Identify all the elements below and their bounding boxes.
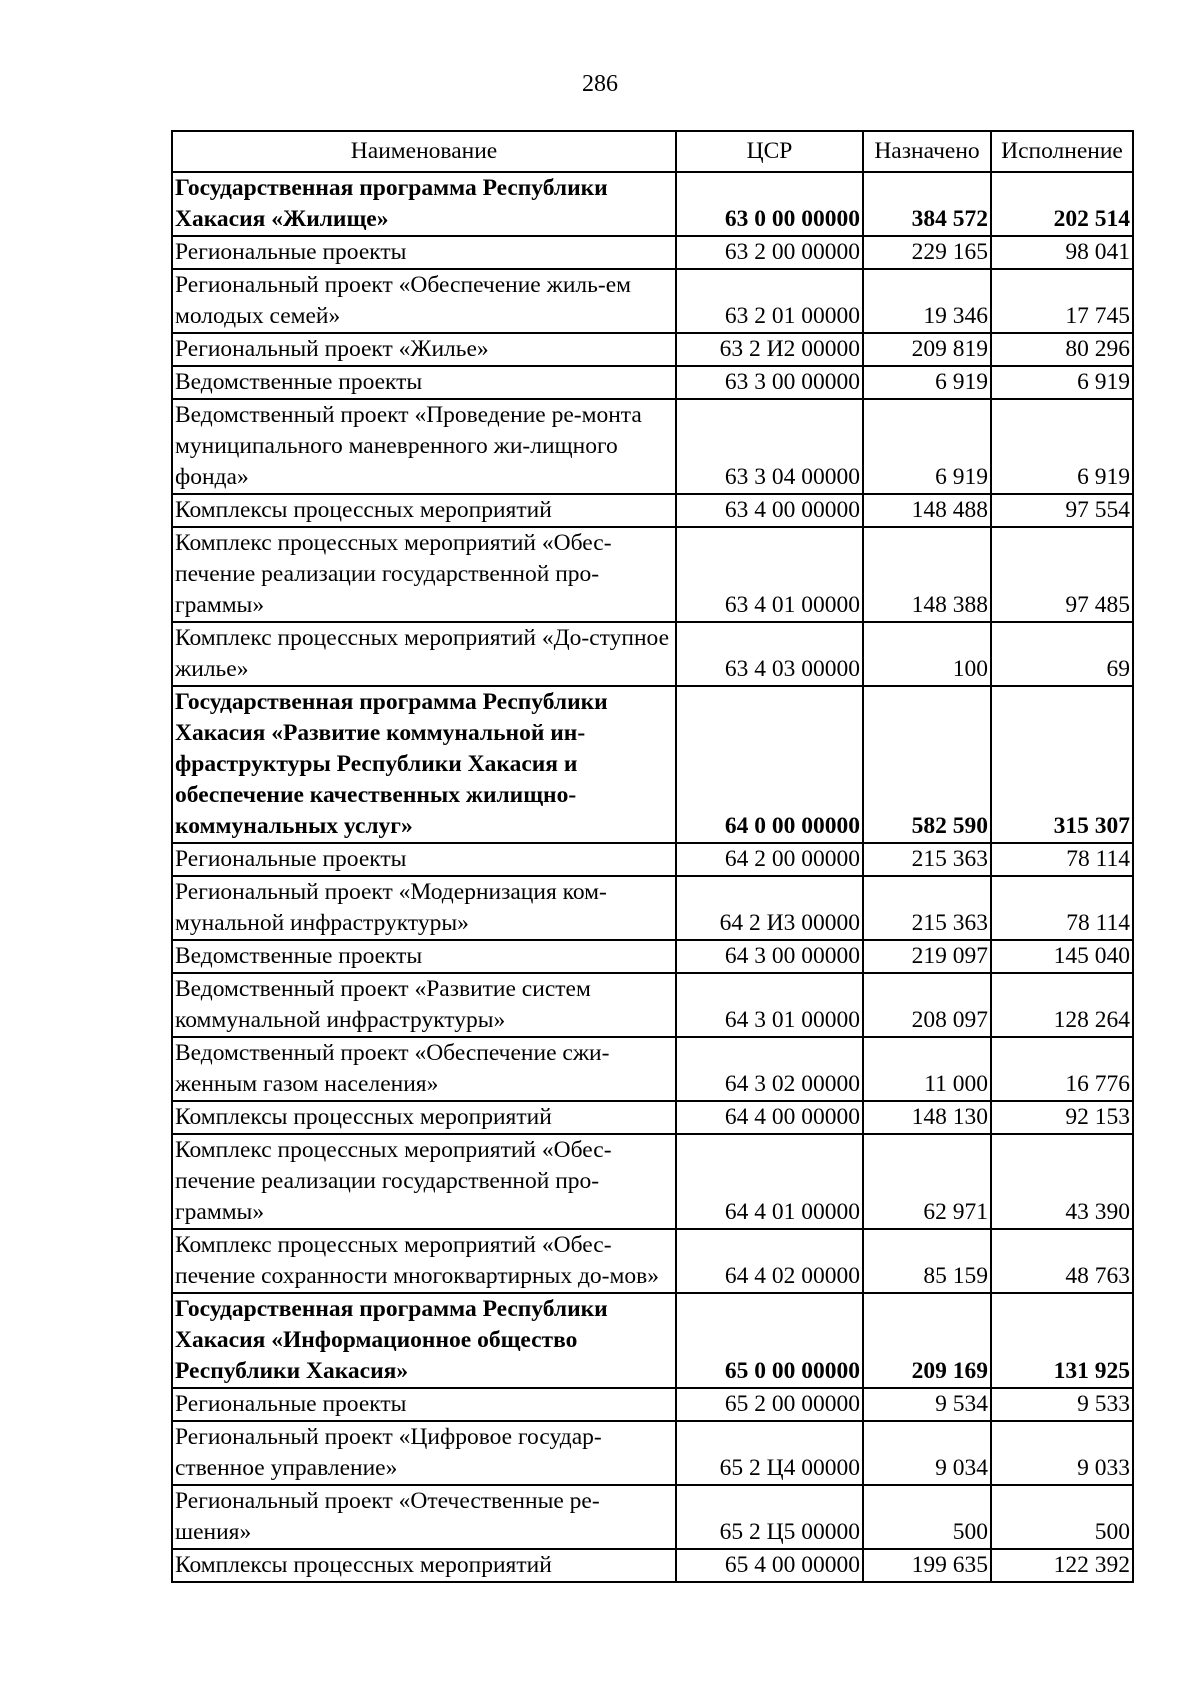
row-name-cell: Региональный проект «Модернизация ком-мунальной инфраструктуры» [172, 876, 676, 940]
row-csr-cell: 63 2 01 00000 [676, 269, 863, 333]
row-executed-cell: 97 554 [991, 494, 1133, 527]
row-planned-cell: 208 097 [863, 973, 991, 1037]
row-csr-cell: 64 3 01 00000 [676, 973, 863, 1037]
row-csr-cell: 64 3 00 00000 [676, 940, 863, 973]
row-csr-cell: 64 2 И3 00000 [676, 876, 863, 940]
table-row [172, 686, 1133, 843]
row-executed-cell: 98 041 [991, 236, 1133, 269]
table-row [172, 973, 1133, 1037]
row-planned-cell: 100 [863, 622, 991, 686]
row-csr-cell: 65 0 00 00000 [676, 1293, 863, 1388]
row-planned-cell: 148 130 [863, 1101, 991, 1134]
table-row [172, 527, 1133, 622]
row-planned-cell: 500 [863, 1485, 991, 1549]
row-name-cell: Государственная программа Республики Хакасия «Жилище» [172, 172, 676, 236]
row-csr-cell: 65 4 00 00000 [676, 1549, 863, 1582]
table-row [172, 876, 1133, 940]
row-csr-cell: 63 4 00 00000 [676, 494, 863, 527]
header-name: Наименование [172, 131, 676, 172]
row-executed-cell: 202 514 [991, 172, 1133, 236]
row-name-cell: Комплексы процессных мероприятий [172, 1549, 676, 1582]
row-executed-cell: 78 114 [991, 876, 1133, 940]
row-planned-cell: 148 488 [863, 494, 991, 527]
row-name-cell: Комплексы процессных мероприятий [172, 494, 676, 527]
row-name-cell: Государственная программа Республики Хакасия «Развитие коммунальной ин-фраструктуры Республики Хакасия и обеспечение качественных жилищно-коммунальных услуг» [172, 686, 676, 843]
row-executed-cell: 48 763 [991, 1229, 1133, 1293]
row-name-cell: Комплексы процессных мероприятий [172, 1101, 676, 1134]
table-row [172, 843, 1133, 876]
row-name-cell: Региональный проект «Жилье» [172, 333, 676, 366]
table-row [172, 1388, 1133, 1421]
row-executed-cell: 9 033 [991, 1421, 1133, 1485]
row-planned-cell: 384 572 [863, 172, 991, 236]
page-number: 286 [582, 71, 618, 97]
table-row [172, 269, 1133, 333]
table-row [172, 1134, 1133, 1229]
row-csr-cell: 63 3 00 00000 [676, 366, 863, 399]
row-name-cell: Комплекс процессных мероприятий «Обес-печение реализации государственной про-граммы» [172, 1134, 676, 1229]
table-row [172, 1421, 1133, 1485]
row-planned-cell: 6 919 [863, 399, 991, 494]
row-executed-cell: 17 745 [991, 269, 1133, 333]
row-name-cell: Комплекс процессных мероприятий «До-ступное жилье» [172, 622, 676, 686]
row-planned-cell: 62 971 [863, 1134, 991, 1229]
row-planned-cell: 85 159 [863, 1229, 991, 1293]
table-row [172, 172, 1133, 236]
row-csr-cell: 64 0 00 00000 [676, 686, 863, 843]
table-row [172, 1229, 1133, 1293]
row-planned-cell: 582 590 [863, 686, 991, 843]
table-row [172, 1101, 1133, 1134]
row-csr-cell: 65 2 00 00000 [676, 1388, 863, 1421]
row-csr-cell: 63 2 И2 00000 [676, 333, 863, 366]
row-executed-cell: 131 925 [991, 1293, 1133, 1388]
row-executed-cell: 92 153 [991, 1101, 1133, 1134]
table-row [172, 1549, 1133, 1582]
row-executed-cell: 145 040 [991, 940, 1133, 973]
table-row [172, 1485, 1133, 1549]
row-planned-cell: 209 169 [863, 1293, 991, 1388]
row-planned-cell: 215 363 [863, 843, 991, 876]
table-row [172, 236, 1133, 269]
row-name-cell: Региональный проект «Отечественные ре-шения» [172, 1485, 676, 1549]
row-csr-cell: 63 3 04 00000 [676, 399, 863, 494]
row-csr-cell: 63 2 00 00000 [676, 236, 863, 269]
row-executed-cell: 9 533 [991, 1388, 1133, 1421]
row-name-cell: Региональные проекты [172, 236, 676, 269]
table-row [172, 366, 1133, 399]
header-csr: ЦСР [676, 131, 863, 172]
row-name-cell: Региональные проекты [172, 843, 676, 876]
row-csr-cell: 65 2 Ц5 00000 [676, 1485, 863, 1549]
row-csr-cell: 65 2 Ц4 00000 [676, 1421, 863, 1485]
table-row [172, 622, 1133, 686]
row-csr-cell: 63 0 00 00000 [676, 172, 863, 236]
table-row [172, 333, 1133, 366]
row-planned-cell: 148 388 [863, 527, 991, 622]
row-planned-cell: 6 919 [863, 366, 991, 399]
row-executed-cell: 69 [991, 622, 1133, 686]
row-planned-cell: 229 165 [863, 236, 991, 269]
row-csr-cell: 63 4 01 00000 [676, 527, 863, 622]
row-name-cell: Региональный проект «Цифровое государ-ственное управление» [172, 1421, 676, 1485]
table-row [172, 494, 1133, 527]
table-row [172, 1293, 1133, 1388]
row-planned-cell: 199 635 [863, 1549, 991, 1582]
row-csr-cell: 64 4 01 00000 [676, 1134, 863, 1229]
row-name-cell: Ведомственный проект «Развитие систем коммунальной инфраструктуры» [172, 973, 676, 1037]
row-executed-cell: 315 307 [991, 686, 1133, 843]
budget-table [171, 130, 1134, 1583]
row-executed-cell: 122 392 [991, 1549, 1133, 1582]
header-planned: Назначено [863, 131, 991, 172]
row-executed-cell: 128 264 [991, 973, 1133, 1037]
row-name-cell: Комплекс процессных мероприятий «Обес-печение сохранности многоквартирных до-мов» [172, 1229, 676, 1293]
row-planned-cell: 219 097 [863, 940, 991, 973]
row-name-cell: Государственная программа Республики Хакасия «Информационное общество Республики Хакасия» [172, 1293, 676, 1388]
row-name-cell: Региональные проекты [172, 1388, 676, 1421]
row-planned-cell: 209 819 [863, 333, 991, 366]
row-name-cell: Ведомственный проект «Обеспечение сжи-женным газом населения» [172, 1037, 676, 1101]
table-body [172, 172, 1133, 1582]
row-executed-cell: 80 296 [991, 333, 1133, 366]
header-executed: Исполнение [991, 131, 1133, 172]
table-row [172, 1037, 1133, 1101]
row-name-cell: Комплекс процессных мероприятий «Обес-печение реализации государственной про-граммы» [172, 527, 676, 622]
row-planned-cell: 9 034 [863, 1421, 991, 1485]
row-csr-cell: 64 4 00 00000 [676, 1101, 863, 1134]
row-name-cell: Ведомственный проект «Проведение ре-монта муниципального маневренного жи-лищного фонда» [172, 399, 676, 494]
row-csr-cell: 64 3 02 00000 [676, 1037, 863, 1101]
row-name-cell: Ведомственные проекты [172, 940, 676, 973]
row-name-cell: Региональный проект «Обеспечение жиль-ем молодых семей» [172, 269, 676, 333]
row-csr-cell: 63 4 03 00000 [676, 622, 863, 686]
row-planned-cell: 19 346 [863, 269, 991, 333]
row-csr-cell: 64 2 00 00000 [676, 843, 863, 876]
row-executed-cell: 6 919 [991, 399, 1133, 494]
row-name-cell: Ведомственные проекты [172, 366, 676, 399]
row-csr-cell: 64 4 02 00000 [676, 1229, 863, 1293]
row-planned-cell: 9 534 [863, 1388, 991, 1421]
row-executed-cell: 16 776 [991, 1037, 1133, 1101]
row-planned-cell: 215 363 [863, 876, 991, 940]
row-executed-cell: 6 919 [991, 366, 1133, 399]
row-executed-cell: 97 485 [991, 527, 1133, 622]
table-header-row [172, 131, 1133, 172]
table-row [172, 940, 1133, 973]
table-row [172, 399, 1133, 494]
row-executed-cell: 43 390 [991, 1134, 1133, 1229]
row-executed-cell: 78 114 [991, 843, 1133, 876]
row-planned-cell: 11 000 [863, 1037, 991, 1101]
row-executed-cell: 500 [991, 1485, 1133, 1549]
